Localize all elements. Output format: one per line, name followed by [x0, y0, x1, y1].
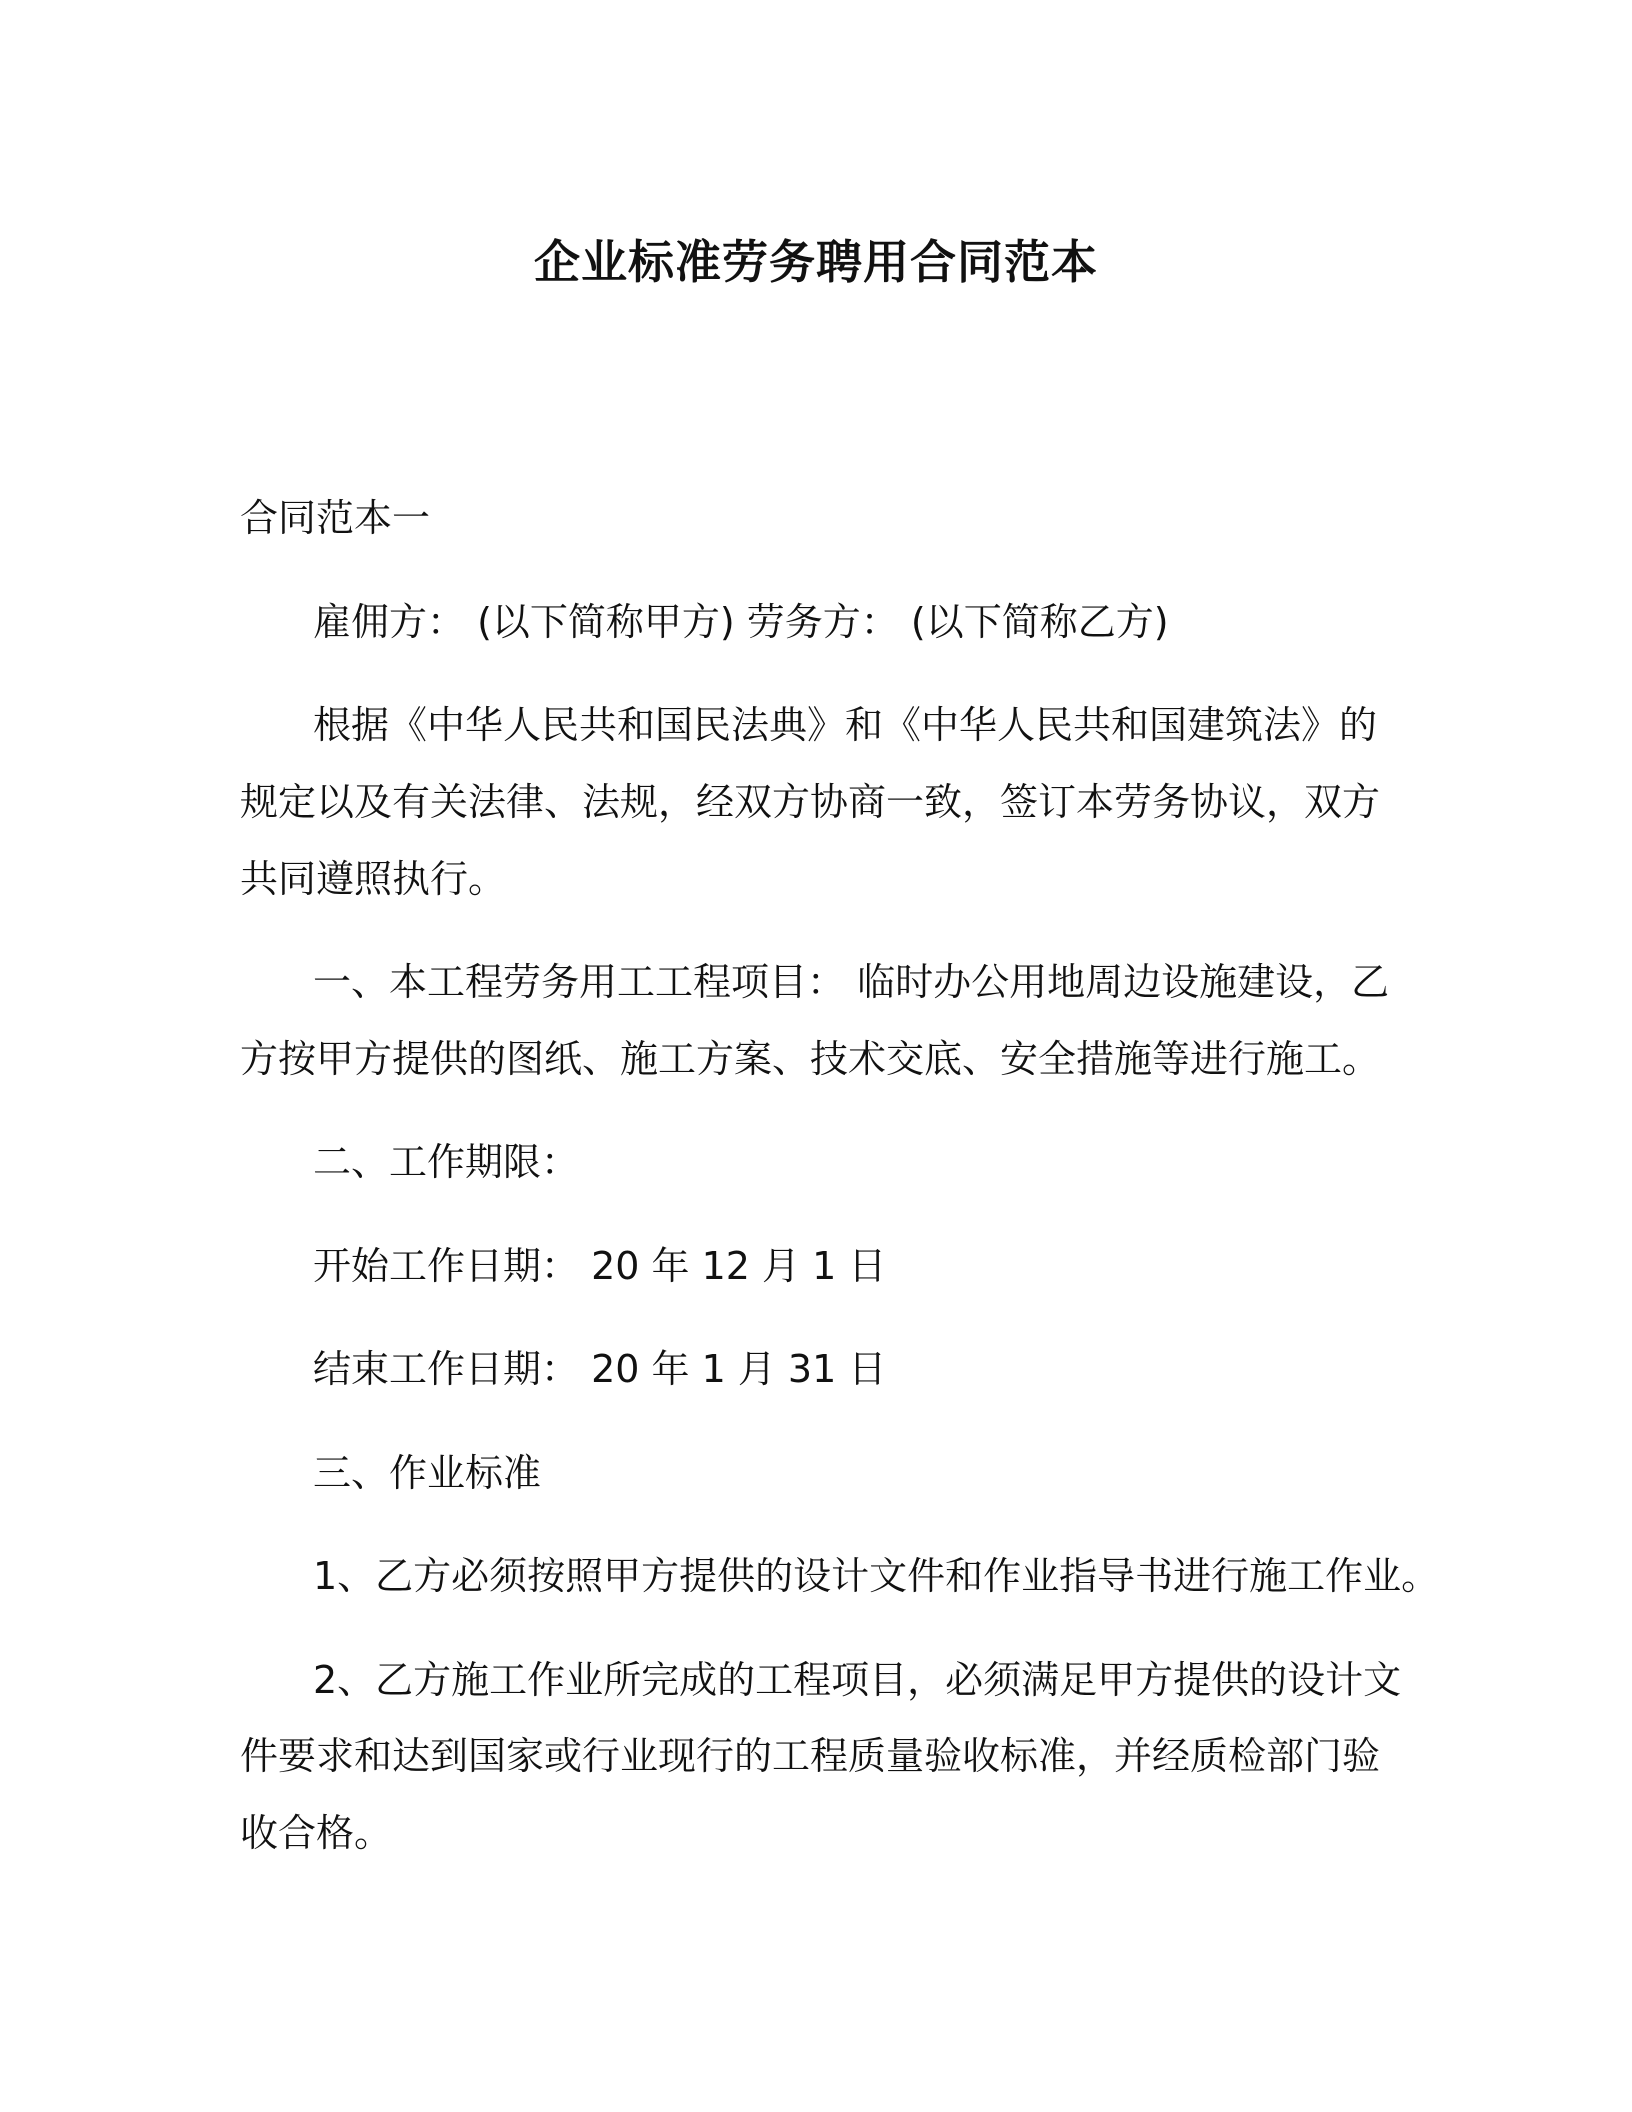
end-date-line: 结束工作日期： 20 年 1 月 31 日 — [313, 1347, 887, 1391]
basis-line-2: 规定以及有关法律、法规，经双方协商一致，签订本劳务协议，双方 — [240, 780, 1381, 824]
basis-line-3: 共同遵照执行。 — [240, 857, 507, 901]
parties-line: 雇佣方： (以下简称甲方) 劳务方： (以下简称乙方) — [313, 600, 1169, 644]
section-heading: 合同范本一 — [240, 496, 431, 540]
standard-2-line-3: 收合格。 — [240, 1811, 393, 1855]
item1-line-1: 一、本工程劳务用工工程项目： 临时办公用地周边设施建设，乙 — [313, 960, 1390, 1004]
standard-2-line-1: 2、乙方施工作业所完成的工程项目，必须满足甲方提供的设计文 — [313, 1658, 1402, 1702]
standard-2-line-2: 件要求和达到国家或行业现行的工程质量验收标准，并经质检部门验 — [240, 1734, 1381, 1778]
standard-1-line: 1、乙方必须按照甲方提供的设计文件和作业指导书进行施工作业。 — [313, 1554, 1440, 1598]
basis-line-1: 根据《中华人民共和国民法典》和《中华人民共和国建筑法》的 — [313, 703, 1378, 747]
start-date-line: 开始工作日期： 20 年 12 月 1 日 — [313, 1244, 887, 1288]
document-title: 企业标准劳务聘用合同范本 — [534, 235, 1098, 289]
item1-line-2: 方按甲方提供的图纸、施工方案、技术交底、安全措施等进行施工。 — [240, 1037, 1381, 1081]
item3-heading: 三、作业标准 — [313, 1451, 542, 1495]
item2-heading: 二、工作期限： — [313, 1140, 580, 1184]
